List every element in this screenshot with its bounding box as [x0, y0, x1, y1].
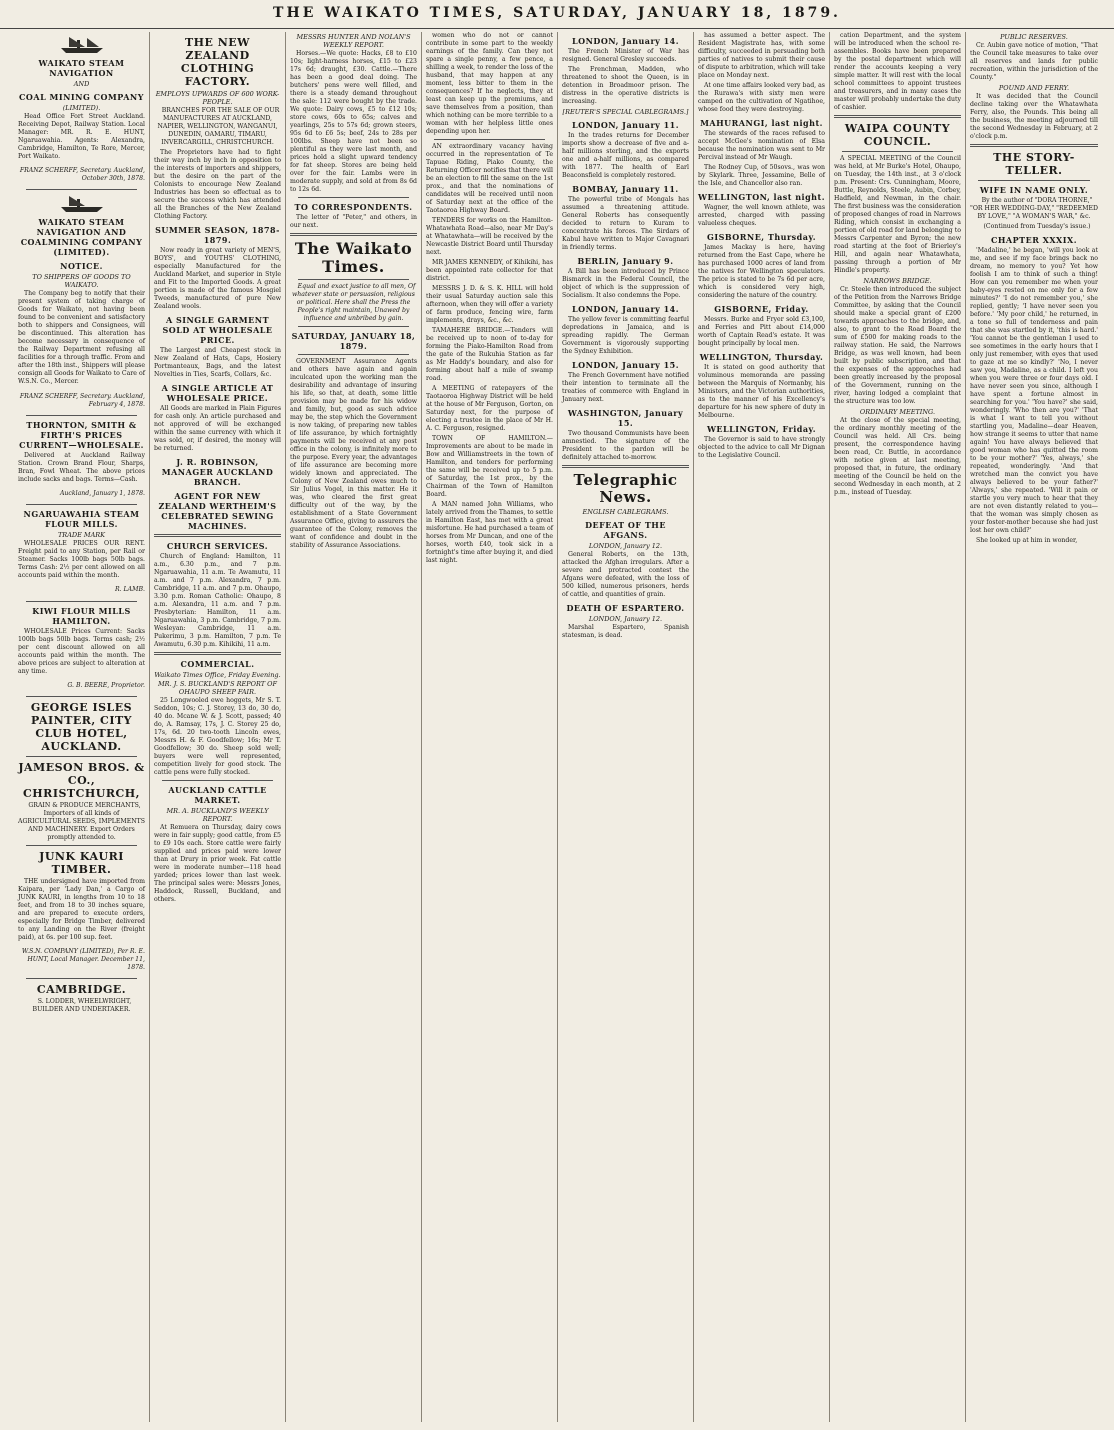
section-title: AUCKLAND CATTLE MARKET. [168, 785, 267, 805]
dateline: BERLIN, January 9. [577, 256, 674, 266]
news-item: It is stated on good authority that voluminous memoranda are passing between the Marquis of Normanby, his Ministers, and the Victorian authorities, as to the manner of his Excellency's departure for his new sphere of duty in Melbourne. [698, 364, 825, 419]
ad-body: Delivered at Auckland Railway Station. Crown Brand Flour, Sharps, Bran, Fowl Wheat. The above prices include sacks and bags. Terms—Cash. [18, 451, 145, 483]
news-item: Two thousand Communists have been amnestied. The signature of the President to the pardon will be definitely attached to-morrow. [562, 430, 689, 461]
ad-body: The Proprietors have had to fight their way inch by inch in opposition to the interests of importers and shippers, but the desire on the part of the Colonists to encourage New Zealand Industries has been so effectual as to secure the success which has attended all the Branches of the New Zealand Clothing Factory. [154, 149, 281, 220]
story-continued: (Continued from Tuesday's issue.) [983, 223, 1091, 230]
story-title: WIFE IN NAME ONLY. [979, 185, 1089, 195]
dateline: LONDON, January 14. [571, 36, 680, 46]
ad-body: Head Office Fort Street Auckland. Receiving Depot, Railway Station. Local Manager: MR. R. E. HUNT, Ngaruawahia. Agents: Alexandra, Cambridge, Hamilton, Te Rore, Mercer, Port Waikato. [18, 113, 145, 160]
ad-body: The Company beg to notify that their present system of taking charge of Goods for Waikato, not having been found to be convenient and satisfactory both to shippers and Consignees, will be discontinued. This alteration has become necessary in consequence of the Railway Department refusing all facilities for a through traffic. From and after the 18th inst., Shippers will please consign all Goods for Waikato to Care of W.S.N. Co., Mercer. [18, 290, 145, 386]
section-subtitle: ENGLISH CABLEGRAMS. [582, 508, 669, 516]
ad-agent: AGENT FOR NEW ZEALAND WERTHEIM'S CELEBRATED SEWING MACHINES. [158, 491, 277, 531]
news-item: It was decided that the Council decline taking over the Whatawhata Ferry, also, the Pounds. This being all the business, the meeting adjourned till the second Wednesday in February, at 2 o'clock p.m. [970, 93, 1098, 140]
news-item: The powerful tribe of Mongals has assumed a threatening attitude. General Roberts has consequently decided to return to Kuram to concentrate his forces. The Sirdars of Kabul have written to Major Cavagnari in friendly terms. [562, 196, 689, 251]
article-paragraph: A MAN named John Williams, who lately arrived from the Thames, to settle in Hamilton East, has met with a great misfortune. He had purchased a team of horses from Mr Duncan, and one of the horses, worth £40, took sick in a fortnight's time after buying it, and died last night. [426, 501, 553, 564]
story-chapter: CHAPTER XXXIX. [991, 235, 1077, 245]
ad-body: Now ready in great variety of MEN'S, BOYS', and YOUTHS' CLOTHING, especially Manufactured for the Auckland Market, and superior in Style and Fit to the Imported Goods. A great portion is made of the famous Mosgiel Tweeds, manufactured of pure New Zealand wools. [154, 247, 281, 310]
ad-title: WAIKATO STEAM NAVIGATION [38, 58, 125, 78]
ad-subtitle: TO SHIPPERS OF GOODS TO WAIKATO. [32, 273, 131, 290]
dateline: WELLINGTON, Friday. [706, 424, 817, 434]
ad-title: JAMESON BROS. & CO., CHRISTCHURCH, [18, 760, 145, 800]
news-item: Wagner, the well known athlete, was arrested, charged with passing valueless cheques. [698, 204, 825, 227]
article-paragraph: MR JAMES KENNEDY, of Kihikihi, has been appointed rate collector for that district. [426, 259, 553, 282]
ad-subtitle: AND [73, 80, 90, 88]
column-4 [422, 32, 558, 1422]
ad-branches: BRANCHES FOR THE SALE OF OUR MANUFACTURES AT AUCKLAND, NAPIER, WELLINGTON, WANGANUI, DUNEDIN, OAMARU, TIMARU, INVERCARGILL, CHRISTCHURCH. [157, 107, 280, 146]
ad-title: WAIKATO STEAM NAVIGATION AND COALMINING COMPANY (LIMITED). [20, 217, 143, 258]
ad-body: The Largest and Cheapest stock in New Zealand of Hats, Caps, Hosiery Portmanteaux, Bags, and the latest Novelties in Ties, Scarfs, Collars, &c. [154, 347, 281, 378]
column-8 [966, 32, 1102, 1422]
news-item: The French Government have notified their intention to terminate all the treaties of commerce with England in January next. [562, 372, 689, 403]
section-subtitle: MESSRS HUNTER AND NOLAN'S WEEKLY REPORT. [296, 33, 411, 49]
news-item: The Frenchman, Madden, who threatened to shoot the Queen, is in detention in Broadmoor prison. The distress in the operative districts is increasing. [562, 66, 689, 105]
article-paragraph: AN extraordinary vacancy having occurred in the representation of Te Tapuae Riding, Piako County, the Returning Officer notifies that there will be an election to fill the same on the 1st prox., and that the nominations of candidates will be received until noon of Saturday next at the office of the Taotaoroa Highway Board. [426, 143, 553, 214]
ad-subtitle: EMPLOYS UPWARDS OF 600 WORK-PEOPLE. [155, 90, 280, 106]
section-body: Horses.—We quote: Hacks, £8 to £10 10s; light-harness horses, £15 to £23 17s 6d; draught, £30. Cattle.—There has been a good deal doing. The butchers' pens were well filled, and there is a steady demand throughout the sale: 112 were bought by the trade. We quote: Dairy cows, £5 to £12 10s; store cows, 60s to 65s; calves and yearlings, 25s to 57s 6d; grown steers, 95s 6d to £6 5s; beef, 24s to 28s per 100lbs. Sheep have not been so plentiful as they were last month, and prices hold a slight upward tendency for fat sheep. Stores are being held over for the fair. Lambs were in moderate supply, and sold at from 8s 6d to 12s 6d. [290, 50, 417, 193]
ad-body: WHOLESALE PRICES OUR RENT. Freight paid to any Station, per Rail or Steamer. Sacks 100lb bags 50lb bags. Terms Cash: 2½ per cent allowed on all accounts paid within the month. [18, 540, 145, 580]
dateline: BOMBAY, January 11. [572, 184, 679, 194]
column-5 [558, 32, 694, 1422]
ad-title: KIWI FLOUR MILLS HAMILTON. [32, 605, 131, 626]
news-item: The Governor is said to have strongly objected to the advice to call Mr Dignan to the Legislative Council. [698, 436, 825, 459]
section-title: COMMERCIAL. [180, 659, 255, 669]
article-paragraph: TAMAHERE BRIDGE.—Tenders will be received up to noon of to-day for forming the Piako-Hamilton Road from the gate of the Rukuhia Station as far as Mr Haddy's boundary, and also for forming about half a mile of swamp road. [426, 327, 553, 382]
dateline: WASHINGTON, January 15. [567, 408, 684, 428]
section-subtitle: POUND AND FERRY. [998, 84, 1070, 92]
dateline: MAHURANGI, last night. [700, 118, 823, 128]
ad-title: GEORGE ISLES PAINTER, CITY CLUB HOTEL, AUCKLAND. [30, 700, 133, 753]
news-item: has assumed a better aspect. The Resident Magistrate has, with some difficulty, succeeded in persuading both parties of natives to submit their cause of dispute to arbitration, which will take place on Monday next. [698, 32, 825, 79]
news-item: A Bill has been introduced by Prince Bismarck in the Federal Council, the object of which is the suppression of Socialism. It also condemns the Pope. [562, 268, 689, 299]
section-subtitle: PUBLIC RESERVES. [1000, 33, 1068, 41]
dateline: LONDON, January 15. [571, 360, 680, 370]
article-paragraph: MESSRS J. D. & S. K. HILL will hold their usual Saturday auction sale this afternoon, when they will offer a variety of farm produce, fencing wire, farm implements, drays, &c., &c. [426, 285, 553, 324]
news-item: cation Department, and the system will be introduced when the school re-assembles. Books have been prepared by the postal department which will render the accounts keeping a very simple matter. It will rest with the local school committees to appoint trustees and treasurers, and in many cases the master will probably undertake the duty of cashier. [834, 32, 961, 111]
column-2 [150, 32, 286, 1422]
news-item: The French Minister of War has resigned. General Gresley succeeds. [562, 48, 689, 63]
ad-signature: FRANZ SCHERFF, Secretary. Auckland, October 30th, 1878. [19, 167, 145, 183]
steamship-icon [57, 193, 107, 213]
dateline: LONDON, January 14. [571, 304, 680, 314]
article-paragraph: A MEETING of ratepayers of the Taotaoroa Highway District will be held at the house of Mr Ferguson, Gorton, on Saturday next, for the purpose of electing a trustee in the place of Mr H. A. C. Ferguson, resigned. [426, 385, 553, 432]
ad-notice: NOTICE. [60, 261, 103, 272]
section-subtitle: MR. J. S. BUCKLAND'S REPORT OF OHAUPO SHEEP FAIR. [158, 680, 277, 696]
section-subtitle: ORDINARY MEETING. [859, 408, 936, 416]
ad-subhead: A SINGLE ARTICLE AT WHOLESALE PRICE. [161, 383, 274, 403]
dateline: WELLINGTON, last night. [698, 192, 825, 202]
section-subtitle: NARROWS BRIDGE. [863, 277, 932, 285]
section-title: WAIPA COUNTY COUNCIL. [844, 122, 951, 148]
news-item: At one time affairs looked very bad, as the Rurawa's with sixty men were camped on the cultivation of Ngatihoe, whose food they were destroying. [698, 82, 825, 113]
news-item: In the trades returns for December imports show a decrease of five and a-half millions sterling, and the exports one and a-half millions, as compared with 1877. The health of Earl Beaconsfield is completely restored. [562, 132, 689, 179]
ad-signature: R. LAMB. [114, 586, 145, 594]
story-body: 'Madaline,' he began, 'will you look at me, and see if my face brings back no dream, no memory to you? Yet how foolish I am to think of such a thing! How can you remember me when your baby-eyes rested on me only for a few minutes?' 'I do not remember you,' she replied, gently; 'I have never seen you before.' 'My poor child,' he returned, in a tone so full of tenderness and pain that she was startled by it, 'this is hard.' 'You cannot be the gentleman I used to see sometimes in the early hours that I only just remember, with eyes that used to gaze at me so kindly?' 'No, I never saw you, Madaline, as a child. I left you when you were three or four days old. I have never seen you since, although I have spent a fortune almost in searching for you.' 'You have?' she said, wonderingly. 'Who then are you?' 'That is what I want to tell you without startling you, Madaline—dear Heaven, how strange it seems to utter that name again! You have always believed that good woman who has quitted the room to be your mother?' 'Yes, always,' she repeated, wonderingly. 'And that wretched man the convict you have always believed to be your father?' 'Always,' she repeated. 'Will it pain or startle you very much to hear that they are not even distantly related to you—that the woman was simply chosen as your foster-mother because she had just lost her own child?' [970, 247, 1098, 534]
dateline: GISBORNE, Thursday. [707, 232, 816, 242]
ad-signature: W.S.N. COMPANY (LIMITED), Per R. E. HUNT, Local Manager. December 11, 1878. [21, 948, 145, 972]
news-item: Cr. Steele then introduced the subject of the Petition from the Narrows Bridge Committee, by asking that the Council should make a special grant of £200 towards approaches to the bridge, and, also, to grant to the Road Board the sum of £500 for making roads to the railway station. He said, the Narrows Bridge, as was well known, had been built by public subscription, and that the expenses of the approaches had been greatly increased by the proposal of the Government, running on the river, having lodged a complaint that the structure was too low. [834, 286, 961, 405]
dateline: LONDON, January 11. [571, 120, 680, 130]
news-item: At the close of the special meeting, the ordinary monthly meeting of the Council was held. All Crs. being present, the correspondence having been read, Cr. Buttle, in accordance with notice given at last meeting, proposed that, in future, the ordinary meeting of the Council be held on the second Wednesday in each month, at 2 p.m., instead of Tuesday. [834, 417, 961, 496]
section-title: DEFEAT OF THE AFGANS. [585, 520, 666, 540]
section-body: 25 Longwooled ewe hoggets, Mr S. T. Seddon, 10s; C. J. Storey, 13 do, 30 do, 40 do. Mcane W. & J. Scott, passed; 40 do, A. Ramsay, 17s, J. C. Storey 25 do, 17s, 6d. 20 two-tooth Lincoln ewes, Messrs H. & F. Goodfellow; 16s; Mr T. Goodfellow; 30 do. Sheep sold well; buyers were well represented, competition lively for good stock. The cattle pens were fully stocked. [154, 697, 281, 776]
news-item: Marshal Espartero, Spanish statesman, is dead. [562, 624, 689, 639]
section-title: TO CORRESPONDENTS. [294, 202, 413, 212]
leader-article: GOVERNMENT Assurance Agents and others have again and again inculcated upon the working man the desirability and advantage of insuring his life, so that, at death, some little provision may be made for his widow and family, but, good as such advice may be, the step which the Government is now taking, of preparing new tables of life assurance, by which fortnightly payments will be received at any post office in the colony, is infinitely more to the purpose. Every year, the advantages of life assurance are becoming more widely known and appreciated. The Colony of New Zealand owes much to Sir Julius Vogel, in this matter. He it was, who cleared the first great difficulty out of the way, by the establishment of a State Government Assurance Office, giving to assurers the guarantee of the Colony, removes the want of confidence and doubt in the stability of Assurance Associations. [290, 358, 417, 549]
ad-subhead: SUMMER SEASON, 1878-1879. [155, 225, 280, 245]
ad-title: NGARUAWAHIA STEAM FLOUR MILLS. [23, 509, 140, 530]
columns [14, 32, 1104, 1422]
news-item: The Rodney Cup, of 50sovs., was won by Skylark. Three, Jessamine, Belle of the Isle, and Chancellor also ran. [698, 164, 825, 187]
ad-body: All Goods are marked in Plain Figures for cash only. An article purchased and not approved of will be exchanged within the same currency with which it was sold, or, if desired, the money will be returned. [154, 405, 281, 452]
dateline: LONDON, January 12. [588, 615, 663, 623]
ad-title: THE NEW ZEALAND CLOTHING FACTORY. [180, 36, 255, 88]
paper-date: SATURDAY, JANUARY 18, 1879. [291, 331, 416, 351]
ad-subhead: A SINGLE GARMENT SOLD AT WHOLESALE PRICE. [162, 315, 273, 345]
dateline: WELLINGTON, Thursday. [699, 352, 824, 362]
section-subtitle: Waikato Times Office, Friday Evening. [154, 671, 281, 679]
column-3 [286, 32, 422, 1422]
news-item: Cr. Aubin gave notice of motion, "That the Council take measures to take over all reserves and lands for public recreation, within the jurisdiction of the County." [970, 42, 1098, 81]
paper-motto: Equal and exact justice to all men, Of whatever state or persuasion, religious or political. Here shall the Press the People's right maintain, Unawed by influence and unbribed by gain. [292, 283, 416, 322]
steamship-icon [57, 34, 107, 54]
section-subtitle: MR. A. BUCKLAND'S WEEKLY REPORT. [166, 807, 269, 823]
section-title: CHURCH SERVICES. [166, 541, 269, 551]
section-title: DEATH OF ESPARTERO. [566, 603, 685, 613]
column-7 [830, 32, 966, 1422]
news-item: The yellow fever is committing fearful depredations in Jamaica, and is spreading rapidly. The German Government is vigorously supporting the Sydney Exhibition. [562, 316, 689, 355]
section-body: At Remuera on Thursday, dairy cows were in fair supply; good cattle, from £5 to £9 10s each. Store cattle were fairly supplied and prices paid were lower than at Drury in prior week. Fat cattle were in moderate number—118 head yarded; prices lower than last week. The principal sales were: Messrs Jones, Haddock, Russell, Buckland, and others. [154, 824, 281, 903]
ad-title: JUNK KAURI TIMBER. [39, 849, 124, 876]
news-item: A SPECIAL MEETING of the Council was held, at Mr Burke's Hotel, Ohaupo, on Tuesday, the 14th inst., at 3 o'clock p.m. Present: Crs. Cunningham, Moore, Buttle, Reynolds, Steele, Aubin, Corbey, Hadfield, and Newman, in the chair. The first business was the consideration of proposed changes of road in Narrows Riding, which consist in exchanging a portion of old road for land belonging to Messrs Carpenter and Byron; the new road starting at the foot of Brierley's Hill, and again near Whatawhata, passing through a portion of Mr Hindle's property. [834, 155, 961, 274]
news-item: The stewards of the races refused to accept McGee's nomination of Elsa because the nomination was sent to Mr Percival instead of Mr Waugh. [698, 130, 825, 161]
ad-signature: Auckland, January 1, 1878. [59, 489, 145, 497]
article-paragraph: women who do not or cannot contribute in some part to the weekly earnings of the family. Can they not spare a single penny, a few pence, a shilling a week, to render the loss of the husband, that may happen at any moment, less bitter to them in the consequences? If he neglects, they at least can keep up the premiums, and save themselves from a position, than which nothing can be more terrible to a woman with her helpless little ones depending upon her. [426, 32, 553, 135]
story-byline: By the author of "DORA THORNE," "OR HER WEDDING-DAY," "REDEEMED BY LOVE," "A WOMAN'S WAR," &c. [970, 197, 1098, 220]
section-subtitle: [REUTER'S SPECIAL CABLEGRAMS.] [562, 108, 689, 116]
article-paragraph: TOWN OF HAMILTON.—Improvements are about to be made in Bow and Williamstreets in the town of Hamilton, and tenders for performing the same will be received up to 5 p.m. of Saturday, the 1st prox., by the Chairman of the Town of Hamilton Board. [426, 435, 553, 498]
paper-title: The Waikato Times. [294, 239, 413, 276]
article-paragraph: TENDERS for works on the Hamilton-Whatawhata Road—also, near Mr Day's at Whatawhata—will be received by the Newcastle District Board until Thursday next. [426, 217, 553, 256]
dateline: GISBORNE, Friday. [714, 304, 809, 314]
ad-signature: J. R. ROBINSON, MANAGER AUCKLAND BRANCH. [161, 457, 274, 487]
ad-title: THORNTON, SMITH & FIRTH'S PRICES CURRENT—WHOLESALE. [19, 419, 144, 450]
ad-signature: FRANZ SCHERFF, Secretary. Auckland, February 4, 1878. [19, 392, 145, 408]
ad-body: S. LODDER, WHEELWRIGHT, BUILDER AND UNDERTAKER. [32, 998, 132, 1014]
ad-body: WHOLESALE Prices Current: Sacks 100lb bags 50lb bags. Terms cash; 2½ per cent discount allowed on all accounts paid within the month. The above prices are subject to alteration at any time. [18, 627, 145, 675]
trade-mark: TRADE MARK [57, 531, 106, 540]
section-body: The letter of "Peter," and others, in our next. [290, 214, 417, 229]
section-body: Church of England: Hamilton, 11 a.m., 6.30 p.m., and 7 p.m. Ngaruawahia, 11 a.m. Te Awamutu, 11 a.m. and 7 p.m. Alexandra, 7 p.m. Cambridge, 11 a.m. and 7 p.m. Ohaupo, 3.30 p.m. Roman Catholic: Ohaupo, 8 a.m. Alexandra, 11 a.m. and 7 p.m. Presbyterian: Hamilton, 11 a.m. Ngaruawahia, 3 p.m. Cambridge, 7 p.m. Wesleyan: Cambridge, 11 a.m. Pukerimu, 3 p.m. Hamilton, 7 p.m. Te Awamutu, 6.30 p.m. Kihikihi, 11 a.m. [154, 553, 281, 648]
ad-title: COAL MINING COMPANY [19, 92, 144, 102]
dateline: LONDON, January 12. [588, 542, 663, 550]
column-6 [694, 32, 830, 1422]
story-final-line: She looked up at him in wonder, [976, 537, 1078, 544]
ad-body: GRAIN & PRODUCE MERCHANTS, Importers of all kinds of AGRICULTURAL SEEDS, IMPLEMENTS AND MACHINERY. Export Orders promptly attended to. [18, 801, 145, 841]
section-title: THE STORY-TELLER. [993, 151, 1075, 177]
ad-signature: G. B. BEERE, Proprietor. [67, 681, 145, 689]
ad-title: CAMBRIDGE. [36, 983, 127, 997]
news-item: Messrs. Burke and Fryer sold £3,100, and Ferries and Pitt about £14,000 worth of Captain Read's estate. It was bought principally by local men. [698, 316, 825, 347]
telegraphic-title: Telegraphic News. [573, 471, 678, 506]
ad-subtitle: (LIMITED). [62, 104, 101, 112]
column-1 [14, 32, 150, 1422]
masthead-text: THE WAIKATO TIMES, SATURDAY, JANUARY 18, 1879. [273, 5, 841, 21]
news-item: General Roberts, on the 13th, attacked the Afghan irregulars. After a severe and protracted contest the Afgans were defeated, with the loss of 500 killed, numerous prisoners, herds of cattle, and quantities of grain. [562, 551, 689, 598]
news-item: James Mackay is here, having returned from the East Cape, where he has purchased 1000 acres of land from the natives for Wellington speculators. The price is stated to be 7s 6d per acre, which is considered very high, considering the nature of the country. [698, 244, 825, 299]
ad-body: THE undersigned have imported from Kaipara, per 'Lady Dan,' a Cargo of JUNK KAURI, in lengths from 10 to 18 feet, and from 18 to 30 inches square, and are prepared to execute orders, especially for Bridge Timber, delivered to any Landing on the River (freight paid), at 6s. per 100 sup. feet. [18, 877, 145, 941]
masthead [0, 0, 1114, 29]
